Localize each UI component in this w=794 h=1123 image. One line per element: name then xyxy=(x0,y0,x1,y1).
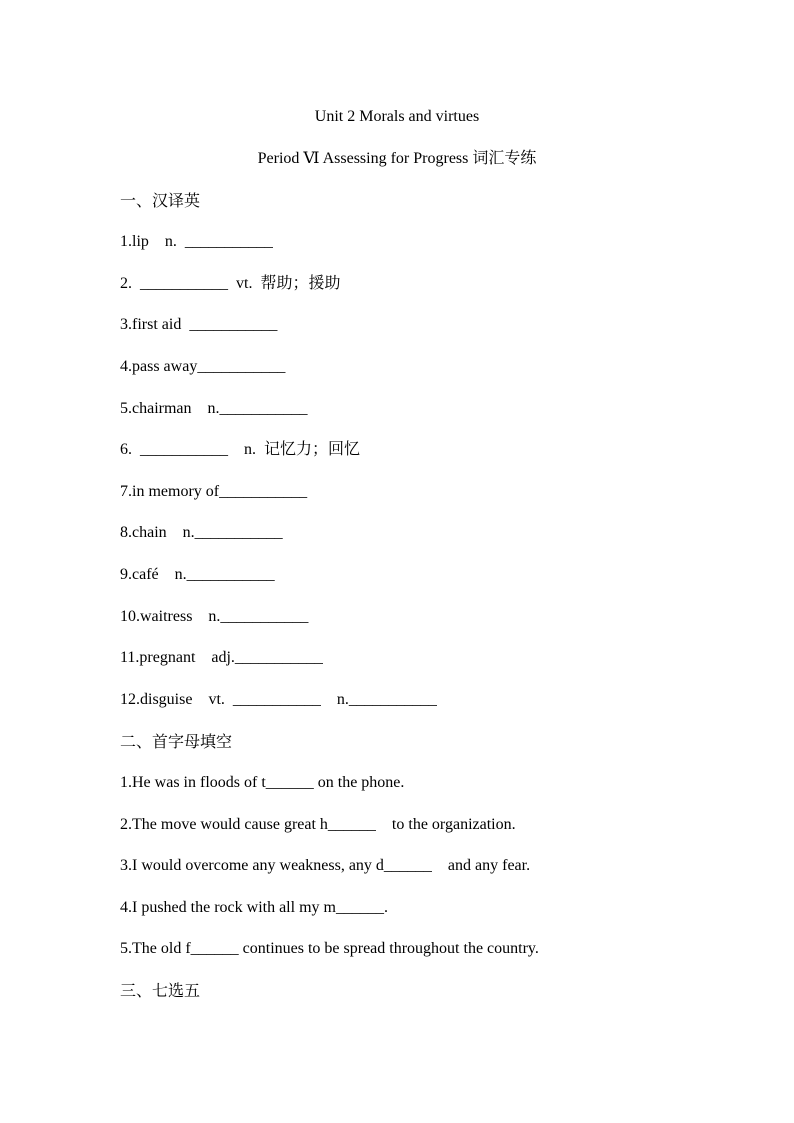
vocab-item: 6. ___________ n. 记忆力；回忆 xyxy=(120,441,361,458)
vocab-item: 9.café n.___________ xyxy=(120,566,275,583)
section-heading-initial-letter: 二、首字母填空 xyxy=(120,732,233,751)
fill-blank-item: 4.I pushed the rock with all my m______. xyxy=(120,899,388,916)
period-subtitle: Period Ⅵ Assessing for Progress 词汇专练 xyxy=(257,150,537,167)
vocab-item: 8.chain n.___________ xyxy=(120,524,283,541)
fill-blank-item: 1.He was in floods of t______ on the phone. xyxy=(120,774,405,791)
vocab-item: 7.in memory of___________ xyxy=(120,483,308,500)
fill-blank-item: 5.The old f______ continues to be spread throughout the country. xyxy=(120,940,539,957)
unit-title: Unit 2 Morals and virtues xyxy=(314,108,480,125)
vocab-item: 11.pregnant adj.___________ xyxy=(120,649,323,666)
vocab-item: 12.disguise vt. ___________ n.___________ xyxy=(120,691,437,708)
vocab-item: 2. ___________ vt. 帮助；援助 xyxy=(120,275,341,292)
vocab-item: 5.chairman n.___________ xyxy=(120,400,308,417)
vocab-item: 4.pass away___________ xyxy=(120,358,286,375)
section-heading-translation: 一、汉译英 xyxy=(120,191,201,210)
section-heading-seven-choose-five: 三、七选五 xyxy=(120,981,201,1000)
vocab-item: 10.waitress n.___________ xyxy=(120,608,309,625)
fill-blank-item: 2.The move would cause great h______ to the organization. xyxy=(120,816,516,833)
vocab-item: 1.lip n. ___________ xyxy=(120,233,273,250)
fill-blank-item: 3.I would overcome any weakness, any d______ and any fear. xyxy=(120,857,531,874)
vocab-item: 3.first aid ___________ xyxy=(120,316,278,333)
